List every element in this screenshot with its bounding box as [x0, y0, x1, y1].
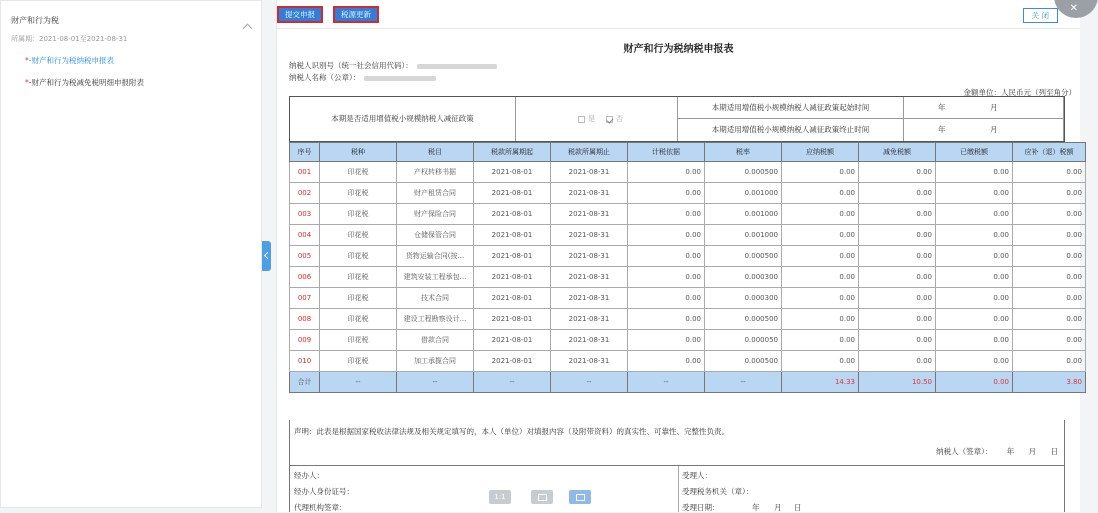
table-cell: 2021-08-31	[551, 288, 628, 309]
total-cell: --	[397, 372, 474, 393]
table-cell: 印花税	[320, 246, 397, 267]
table-cell: 0.000500	[705, 246, 782, 267]
table-cell: 货物运输合同(按...	[397, 246, 474, 267]
column-header: 应纳税额	[782, 143, 859, 162]
table-cell: 2021-08-31	[551, 267, 628, 288]
table-cell: 2021-08-01	[474, 351, 551, 372]
policy-end-row	[678, 119, 1063, 141]
table-cell: 0.00	[628, 309, 705, 330]
sidebar-item-label: -财产和行为税减免税明细申报附表	[28, 78, 144, 87]
total-cell: --	[320, 372, 397, 393]
month-label: 月	[990, 103, 998, 112]
taxpayer-id	[289, 60, 497, 71]
policy-question-label: 本期是否适用增值税小规模纳税人减征政策	[290, 97, 516, 141]
table-cell: 0.000500	[705, 309, 782, 330]
table-cell: 0.00	[936, 183, 1013, 204]
required-marker: *	[25, 78, 29, 87]
table-cell: 0.00	[936, 225, 1013, 246]
table-cell: 0.00	[1013, 225, 1086, 246]
chevron-left-icon	[264, 252, 271, 259]
table-row[interactable]	[290, 162, 1086, 183]
table-cell: 0.00	[859, 162, 936, 183]
signature-year: 年	[1006, 447, 1015, 456]
table-cell: 0.00	[628, 204, 705, 225]
table-cell: 2021-08-01	[474, 225, 551, 246]
table-cell: 0.00	[782, 351, 859, 372]
column-header: 税率	[705, 143, 782, 162]
policy-period	[678, 97, 1064, 141]
table-cell: 借款合同	[397, 330, 474, 351]
month-label: 月	[990, 125, 998, 134]
year-label: 年	[938, 125, 946, 134]
handler-id-label: 经办人身份证号：	[294, 487, 354, 496]
fit-width-button[interactable]	[569, 490, 591, 504]
table-cell: 产权转移书据	[397, 162, 474, 183]
table-cell: 2021-08-31	[551, 351, 628, 372]
row-sequence[interactable]: 007	[290, 288, 320, 309]
column-header: 应补（退）税额	[1013, 143, 1086, 162]
table-cell: 0.00	[859, 351, 936, 372]
table-cell: 2021-08-31	[551, 330, 628, 351]
left-panel-header[interactable]	[1, 1, 261, 44]
row-sequence[interactable]: 010	[290, 351, 320, 372]
row-sequence[interactable]: 008	[290, 309, 320, 330]
table-cell: 财产租赁合同	[397, 183, 474, 204]
checkbox-no-label: 否	[615, 114, 624, 123]
row-sequence[interactable]: 004	[290, 225, 320, 246]
table-cell: 0.001000	[705, 225, 782, 246]
close-button[interactable]: 关 闭	[1023, 8, 1058, 23]
table-cell: 2021-08-01	[474, 330, 551, 351]
table-row[interactable]	[290, 330, 1086, 351]
checkbox-no[interactable]	[606, 116, 613, 123]
year-label: 年	[938, 103, 946, 112]
table-cell: 0.00	[782, 267, 859, 288]
table-cell: 0.001000	[705, 204, 782, 225]
table-cell: 2021-08-31	[551, 225, 628, 246]
row-sequence[interactable]: 005	[290, 246, 320, 267]
column-header: 税种	[320, 143, 397, 162]
table-cell: 0.001000	[705, 183, 782, 204]
table-cell: 印花税	[320, 330, 397, 351]
table-cell: 0.00	[628, 246, 705, 267]
table-cell: 0.00	[782, 204, 859, 225]
column-header: 序号	[290, 143, 320, 162]
table-cell: 0.00	[859, 183, 936, 204]
receiving-office-label: 受理税务机关（章）：	[682, 487, 754, 496]
table-cell: 建筑安装工程承包...	[397, 267, 474, 288]
sidebar-title: 财产和行为税	[11, 16, 59, 25]
table-cell: 0.000300	[705, 288, 782, 309]
table-cell: 0.00	[782, 225, 859, 246]
checkbox-yes[interactable]	[578, 116, 585, 123]
row-sequence[interactable]: 001	[290, 162, 320, 183]
policy-start-label: 本期适用增值税小规模纳税人减征政策起始时间	[678, 97, 904, 118]
redacted-value	[417, 64, 497, 69]
fit-width-icon	[576, 494, 585, 501]
table-cell: 2021-08-31	[551, 204, 628, 225]
taxpayer-name	[289, 72, 436, 83]
total-cell: 14.33	[782, 372, 859, 393]
table-cell: 2021-08-31	[551, 183, 628, 204]
table-cell: 印花税	[320, 288, 397, 309]
column-header: 已缴税额	[936, 143, 1013, 162]
table-cell: 0.00	[1013, 330, 1086, 351]
table-cell: 0.00	[782, 288, 859, 309]
left-panel	[0, 0, 262, 508]
table-cell: 0.00	[782, 183, 859, 204]
declaration-statement	[289, 420, 1065, 466]
table-cell: 0.000050	[705, 330, 782, 351]
table-cell: 0.00	[936, 288, 1013, 309]
table-cell: 0.00	[1013, 204, 1086, 225]
table-cell: 印花税	[320, 162, 397, 183]
table-cell: 财产保险合同	[397, 204, 474, 225]
total-cell: 10.50	[859, 372, 936, 393]
table-cell: 2021-08-01	[474, 183, 551, 204]
taxpayer-name-label: 纳税人名称（公章）：	[289, 73, 361, 82]
total-cell: --	[474, 372, 551, 393]
policy-end-label: 本期适用增值税小规模纳税人减征政策终止时间	[678, 119, 904, 141]
table-cell: 2021-08-31	[551, 246, 628, 267]
table-cell: 0.00	[628, 330, 705, 351]
signature-month: 月	[1028, 447, 1037, 456]
table-row[interactable]	[290, 183, 1086, 204]
table-cell: 2021-08-01	[474, 288, 551, 309]
required-marker: *	[25, 56, 29, 65]
fit-icon	[538, 494, 547, 501]
total-cell: --	[628, 372, 705, 393]
table-cell: 0.000500	[705, 162, 782, 183]
close-icon[interactable]: ✕	[1069, 3, 1078, 14]
table-cell: 加工承揽合同	[397, 351, 474, 372]
tax-source-update-button[interactable]: 税源更新	[333, 6, 379, 23]
submit-declaration-button[interactable]: 提交申报	[277, 6, 323, 23]
table-cell: 0.00	[859, 267, 936, 288]
row-sequence[interactable]: 003	[290, 204, 320, 225]
table-cell: 0.00	[859, 288, 936, 309]
receive-date-label: 受理日期：	[682, 503, 720, 512]
statement-text: 声明：此表是根据国家税收法律法规及相关规定填写的，本人（单位）对填报内容（及附带资料）的真实性、可靠性、完整性负责。	[294, 427, 729, 436]
table-cell: 2021-08-01	[474, 204, 551, 225]
table-cell: 0.00	[936, 267, 1013, 288]
sidebar-item-exemption-schedule[interactable]	[1, 77, 261, 88]
table-cell: 印花税	[320, 204, 397, 225]
total-row	[290, 372, 1086, 393]
table-cell: 印花税	[320, 225, 397, 246]
table-row[interactable]	[290, 267, 1086, 288]
receiver-label: 受理人：	[682, 471, 712, 480]
column-header: 税款所属期止	[551, 143, 628, 162]
table-cell: 0.00	[782, 162, 859, 183]
table-cell: 0.00	[1013, 162, 1086, 183]
policy-end-field[interactable]	[904, 119, 1064, 141]
table-cell: 印花税	[320, 351, 397, 372]
table-cell: 建设工程勘察设计...	[397, 309, 474, 330]
table-cell: 2021-08-01	[474, 162, 551, 183]
column-header: 税目	[397, 143, 474, 162]
table-row[interactable]	[290, 309, 1086, 330]
tax-return-table	[289, 142, 1086, 393]
row-sequence[interactable]: 002	[290, 183, 320, 204]
table-cell: 0.00	[936, 162, 1013, 183]
fit-screen-button[interactable]	[531, 490, 553, 504]
table-cell: 0.00	[859, 204, 936, 225]
policy-start-row	[678, 97, 1063, 119]
checkbox-yes-label: 是	[587, 114, 596, 123]
total-cell: 0.00	[936, 372, 1013, 393]
table-cell: 0.00	[936, 246, 1013, 267]
sidebar-period: 所属期：2021-08-01至2021-08-31	[11, 35, 128, 43]
table-cell: 2021-08-31	[551, 162, 628, 183]
table-row[interactable]	[290, 225, 1086, 246]
taxpayer-id-label: 纳税人识别号（统一社会信用代码）：	[289, 61, 413, 70]
table-cell: 0.00	[782, 309, 859, 330]
table-cell: 0.00	[859, 225, 936, 246]
total-cell: 合计	[290, 372, 320, 393]
table-row[interactable]	[290, 288, 1086, 309]
table-cell: 2021-08-01	[474, 309, 551, 330]
table-cell: 0.00	[936, 204, 1013, 225]
table-cell: 印花税	[320, 267, 397, 288]
form-title: 财产和行为税纳税申报表	[623, 44, 734, 55]
column-header: 计税依据	[628, 143, 705, 162]
table-cell: 0.00	[628, 267, 705, 288]
receive-month: 月	[774, 503, 782, 512]
table-row[interactable]	[290, 204, 1086, 225]
table-cell: 印花税	[320, 183, 397, 204]
agency-seal-label: 代理机构签章：	[294, 503, 347, 512]
total-cell: --	[551, 372, 628, 393]
table-cell: 0.00	[1013, 288, 1086, 309]
row-sequence[interactable]: 009	[290, 330, 320, 351]
table-header-row	[290, 143, 1086, 162]
table-cell: 2021-08-01	[474, 246, 551, 267]
column-header: 减免税额	[859, 143, 936, 162]
table-cell: 0.00	[628, 351, 705, 372]
toolbar-divider	[277, 28, 1080, 29]
table-cell: 0.00	[859, 246, 936, 267]
taxpayer-signature	[936, 446, 1058, 457]
table-cell: 0.00	[628, 288, 705, 309]
policy-start-field[interactable]	[904, 97, 1064, 118]
redacted-value	[364, 76, 436, 81]
table-cell: 0.00	[628, 225, 705, 246]
collapse-panel-handle[interactable]	[262, 241, 271, 271]
column-header: 税款所属期起	[474, 143, 551, 162]
total-cell: 3.80	[1013, 372, 1086, 393]
receive-day: 日	[794, 503, 802, 512]
zoom-one-to-one-button[interactable]: 1:1	[489, 490, 511, 504]
table-cell: 2021-08-31	[551, 309, 628, 330]
table-cell: 0.00	[628, 183, 705, 204]
table-cell: 0.00	[936, 351, 1013, 372]
table-cell: 技术合同	[397, 288, 474, 309]
table-cell: 0.000300	[705, 267, 782, 288]
handler-label: 经办人：	[294, 471, 324, 480]
policy-choice	[516, 97, 678, 141]
table-cell: 仓储保管合同	[397, 225, 474, 246]
table-row[interactable]	[290, 246, 1086, 267]
table-cell: 0.00	[1013, 183, 1086, 204]
sidebar-item-label: -财产和行为税纳税申报表	[28, 56, 114, 65]
signature-day: 日	[1050, 447, 1058, 456]
handler-section	[289, 466, 1065, 512]
table-cell: 印花税	[320, 309, 397, 330]
table-cell: 0.00	[1013, 309, 1086, 330]
table-cell: 0.00	[628, 162, 705, 183]
receive-year: 年	[752, 503, 760, 512]
row-sequence[interactable]: 006	[290, 267, 320, 288]
table-cell: 0.00	[782, 246, 859, 267]
table-cell: 0.00	[1013, 267, 1086, 288]
total-cell: --	[705, 372, 782, 393]
table-cell: 0.00	[782, 330, 859, 351]
sidebar-item-tax-return[interactable]	[1, 55, 261, 66]
section-divider	[678, 466, 679, 512]
table-cell: 0.00	[859, 309, 936, 330]
small-scale-policy-table	[289, 96, 1065, 142]
table-cell: 0.00	[936, 309, 1013, 330]
table-cell: 0.00	[1013, 246, 1086, 267]
table-cell: 0.00	[936, 330, 1013, 351]
table-cell: 2021-08-01	[474, 267, 551, 288]
table-cell: 0.000500	[705, 351, 782, 372]
table-body	[290, 162, 1086, 393]
table-cell: 0.00	[1013, 351, 1086, 372]
table-row[interactable]	[290, 351, 1086, 372]
signature-label: 纳税人（签章）：	[936, 447, 993, 456]
amount-unit-note: 金额单位：人民币元（列至角分）	[963, 88, 1076, 97]
table-cell: 0.00	[859, 330, 936, 351]
main-panel	[276, 0, 1080, 512]
